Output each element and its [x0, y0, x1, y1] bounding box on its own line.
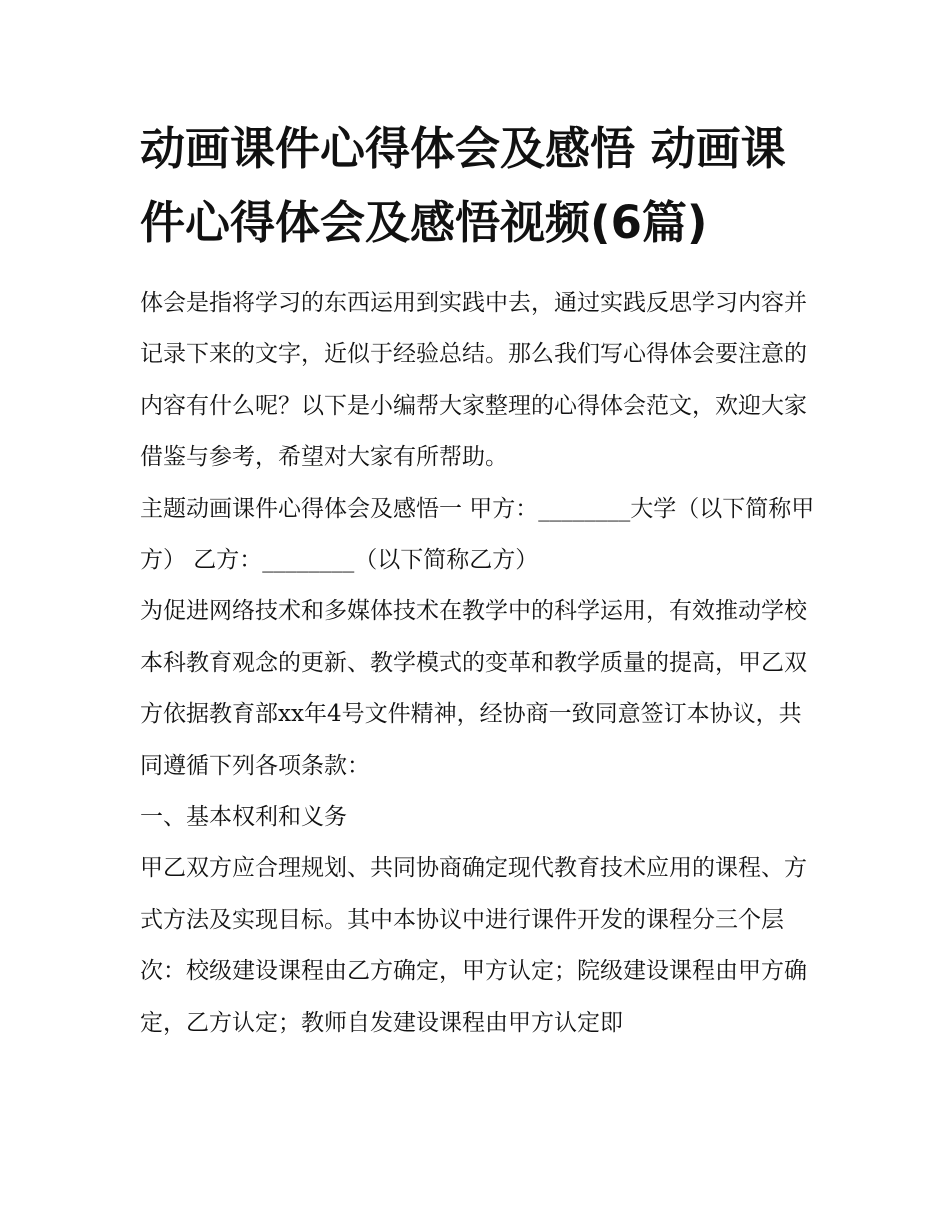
section-heading-rights: 一、基本权利和义务: [140, 804, 347, 831]
paragraph-intro: 体会是指将学习的东西运用到实践中去，通过实践反思学习内容并记录下来的文字，近似于经验总结。那么我们写心得体会要注意的内容有什么呢？以下是小编帮大家整理的心得体会范文，欢迎大家借鉴与参考，希望对大家有所帮助。: [140, 290, 807, 471]
paragraph-planning: 甲乙双方应合理规划、共同协商确定现代教育技术应用的课程、方式方法及实现目标。其中本协议中进行课件开发的课程分三个层次：校级建设课程由乙方确定，甲方认定；院级建设课程由甲方确定，乙方认定；教师自发建设课程由甲方认定即: [140, 855, 807, 1036]
document-page: [140, 112, 820, 1049]
paragraph-parties: 主题动画课件心得体会及感悟一 甲方：________大学（以下简称甲方） 乙方：________（以下简称乙方）: [140, 495, 815, 574]
document-title: 动画课件心得体会及感悟 动画课件心得体会及感悟视频(6篇): [140, 122, 786, 249]
paragraph-purpose: 为促进网络技术和多媒体技术在教学中的科学运用，有效推动学校本科教育观念的更新、教学模式的变革和教学质量的提高，甲乙双方依据教育部xx年4号文件精神，经协商一致同意签订本协议，共同遵循下列各项条款：: [140, 598, 807, 779]
